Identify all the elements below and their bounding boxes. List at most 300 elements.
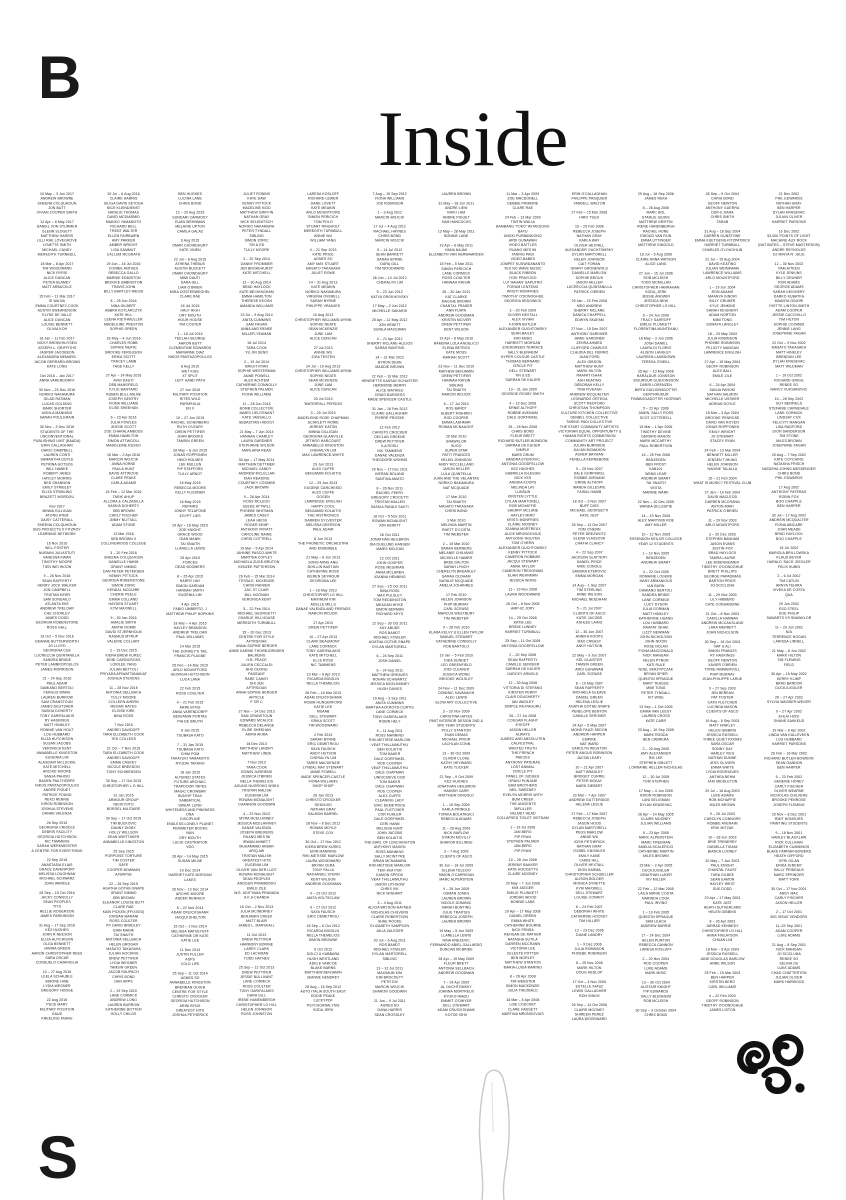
entry-artist: TARAB — [716, 220, 729, 224]
entry-date: 1 – 19 Nov 2005 — [642, 551, 670, 556]
entry-artist: JULIET ROWE — [311, 271, 336, 276]
exhibition-entry — [292, 588, 354, 616]
entry-artist: JUNE LAM — [314, 332, 333, 336]
entry-artist: TOM BAKER — [379, 752, 401, 757]
entry-artist: ANNE KARINE THORBJORNSEN — [229, 649, 285, 653]
entry-artist: JODI CLEAVER — [443, 668, 470, 672]
exhibition-entry — [226, 709, 288, 737]
exhibition-entry — [625, 514, 687, 528]
entry-artist: CLIENTS OF ASCO — [440, 854, 473, 859]
entry-artist: JULIAN BURNSIDE — [573, 443, 606, 448]
entry-artist: EN V — [185, 407, 195, 411]
entry-artist: DAMIANO BERTOLI — [639, 589, 673, 593]
entry-artist: AMY PARKER — [111, 238, 136, 243]
entry-artist: JAIME POWELL — [243, 374, 270, 378]
exhibition-entry — [159, 481, 221, 495]
entry-artist: DAN PETER PETERSEN — [103, 569, 145, 574]
exhibition-entry — [425, 593, 487, 621]
entry-artist: DARKO KUBATKA — [773, 294, 805, 299]
entry-artist: GAUD — [51, 1012, 63, 1016]
entry-artist: MATTHEW LANDRY — [239, 747, 274, 751]
entry-artist: FIONA WILLIAMS — [108, 402, 139, 406]
entry-artist: OFRI GILAN — [778, 859, 800, 863]
entry-artist: MELINDA MARTIN — [440, 523, 472, 528]
entry-artist: PETER ANGUS ROBINSON — [566, 751, 613, 756]
entry-artist: ANNA HORNE — [111, 462, 136, 467]
entry-artist: CARLY FISCHER — [774, 784, 804, 789]
entry-artist: NORIKO NAKAMURA — [238, 225, 275, 229]
entry-date: 10 – 27 Jun 2015 — [175, 416, 205, 420]
entry-artist: DISCIPLINE — [180, 817, 201, 822]
entry-artist: SIMON ZORIC — [111, 583, 136, 588]
entry-artist: TIM WOODWARD — [42, 267, 72, 271]
entry-artist: ABBRA KOTLARCZYK — [105, 308, 143, 313]
entry-artist: ANDY MCCLELLAND — [438, 463, 474, 467]
entry-artist: JOSEPHINE FAGAN — [772, 332, 806, 336]
entry-artist: NUN — [186, 831, 194, 836]
exhibition-entry — [558, 653, 620, 676]
entry-artist: CATHERINE BOURNE — [504, 923, 542, 928]
entry-artist: DOLCI & KABBARA — [306, 952, 340, 957]
entry-artist: HARRIET KATE MORGAN — [168, 873, 212, 878]
entry-artist: MEGAN HAYES — [110, 705, 137, 709]
entry-date: 9 – 27 Apr 2002 — [776, 710, 802, 714]
entry-date: 24 Feb – 13 Mar 2004 — [704, 448, 741, 453]
entry-artist: OMAR CHOWDHURY — [172, 243, 208, 248]
entry-date: 11 Mar – 3 Apr 2009 — [506, 192, 540, 196]
entry-artist: LANE CORMICK — [309, 644, 337, 649]
entry-artist: NICK KLEINDIENST — [106, 206, 141, 210]
entry-artist: YANDELL WALTON — [573, 201, 606, 206]
entry-artist: PHIP MURRAY — [443, 602, 469, 607]
entry-artist: ALEXANDER OUCHTOMSKY — [498, 327, 548, 332]
entry-artist: WANDA GILLESPIE — [639, 504, 673, 509]
entry-artist: SALMON BARREL — [307, 812, 339, 817]
entry-artist: JAN BERG — [513, 844, 532, 849]
exhibition-entry — [558, 225, 620, 295]
entry-artist: EUGENIA LIM — [245, 793, 269, 798]
entry-artist: FUTURE ARCHAIC — [174, 780, 206, 785]
entry-date: 25 Sep 2015 — [113, 849, 134, 854]
entry-artist: ARDI GUNAWAN — [508, 239, 537, 243]
entry-artist: RY HASKINGS — [710, 654, 735, 658]
entry-artist: ANTHONY FRYATT — [240, 528, 273, 532]
entry-artist: TOM O'HERN — [511, 541, 535, 546]
entry-artist: GEOFF NEWTON — [707, 201, 738, 206]
exhibition-entry — [226, 607, 288, 626]
entry-artist: JUSTIN FULLER — [176, 953, 204, 957]
entry-artist: ROBIN HUNGERFORD — [304, 700, 343, 705]
entry-artist: KYLIE BANYARD — [109, 388, 138, 392]
entry-artist: TIEN WEI WOON — [42, 565, 72, 569]
entry-artist: TIM COSTER — [178, 323, 202, 327]
entry-artist: ANDREW GOODMAN — [438, 313, 475, 318]
entry-date: 8 Jan 2015 — [181, 729, 200, 733]
entry-artist: BRIAN MCNAMARA — [373, 859, 407, 864]
entry-artist: DALE GORFINKEL — [374, 757, 406, 761]
entry-artist: DELL STEWART — [509, 369, 537, 373]
entry-date: 17 Oct – 4 Nov 2006 — [572, 980, 607, 984]
entry-artist: EAMON SPROD — [376, 873, 404, 878]
entry-artist: BENJAMIN PORTAS — [173, 715, 207, 719]
entry-date: 13 – 30 Oct 2009 — [442, 752, 471, 756]
entry-artist: SANDRA BRIDIE — [641, 593, 670, 598]
entry-artist: PATRICK O'BRIEN — [573, 290, 605, 294]
entry-artist: NATASHA JOHNS-MESSENGER — [762, 467, 816, 471]
entry-artist: PAINTING STUDENTS — [770, 822, 808, 826]
entry-artist: RY HASKINGS — [44, 718, 70, 723]
entry-artist: SCARLETT ROWE — [307, 420, 339, 425]
entry-artist: MICHAEL CANDY — [241, 467, 272, 472]
exhibition-entry — [691, 971, 753, 990]
entry-artist: PATRICK O'BRIEN — [707, 509, 738, 514]
entry-artist: JO STEWART — [710, 434, 734, 439]
entry-date: 9 – 26 Jun 2009 — [443, 887, 470, 892]
entry-artist: NEOKYOTO — [113, 803, 134, 807]
entry-artist: ANNA FINLAYSON — [706, 933, 738, 938]
entry-artist: DOUG HESLOP — [576, 970, 603, 975]
entry-artist: NICK BARLOW — [443, 831, 469, 835]
entry-artist: JUSTIN FOX — [711, 547, 733, 551]
entry-artist: MICHAELA ZUGE-BRUTON — [233, 560, 280, 565]
entry-artist: MATT HINKLEY — [642, 612, 669, 616]
entry-artist: ANDREW SMART — [641, 561, 671, 565]
entry-artist: ANGKI PURBANDONO — [503, 234, 542, 238]
exhibition-entry — [359, 374, 421, 402]
exhibition-entry — [558, 793, 620, 807]
entry-artist: HARRIETT MORGAN — [505, 341, 541, 345]
entry-artist: GEORGINA LEE — [309, 579, 337, 583]
exhibition-column-5 — [292, 192, 354, 1027]
entry-artist: ARIQ AW — [248, 849, 265, 854]
exhibition-entry — [691, 360, 753, 379]
entry-artist: DYLAN KRASEVAC — [639, 803, 673, 807]
entry-artist: CHRISTOPHER LG HILL — [635, 304, 677, 308]
entry-artist: AFTRS/OAK — [246, 686, 267, 691]
entry-date: 18 Oct – 3 Nov 2007 — [572, 499, 607, 504]
entry-artist: REKO RENNIE — [44, 798, 70, 802]
entry-artist: CHERALYN LIM — [376, 281, 403, 285]
entry-artist: NANCY VUKSANOVIC — [770, 388, 808, 392]
entry-artist: WILL HAWKE — [45, 467, 69, 471]
entry-artist: JOSH DANIEL — [377, 659, 402, 663]
entry-artist: HUGH DAVIES — [377, 687, 403, 691]
entry-artist: DALE GORFINKEL — [374, 817, 406, 822]
entry-artist: NATHAN DUNNE — [708, 756, 737, 761]
entry-artist: SEAN BARRETT — [375, 253, 404, 257]
entry-artist: HEIDI HOLMES — [177, 458, 204, 462]
entry-date: 8 – 26 Nov 2011 — [376, 486, 403, 491]
entry-artist: VDO — [186, 845, 194, 850]
entry-artist: SEAN MCKENZIE — [308, 327, 338, 332]
entry-artist: KENNY PITTOCK — [242, 201, 272, 206]
exhibition-entry — [758, 672, 820, 691]
entry-artist: BROOKE BABINGTON — [104, 280, 143, 285]
entry-artist: JANINA GREEN — [43, 947, 71, 951]
entry-artist: LYDIA WEGNER — [109, 961, 138, 965]
entry-date: 27 Nov – 15 Dec 2007 — [571, 327, 608, 332]
entry-artist: SARAH BUNTING — [374, 346, 405, 351]
entry-artist: GERTHRUDUR — [643, 392, 669, 397]
entry-artist: RUANG MES 56 — [243, 835, 271, 840]
entry-artist: KRISTI MONFRIES — [506, 518, 539, 522]
entry-artist: NATHAN GRAY — [243, 215, 270, 220]
entry-artist: CRAIG BURGESS — [374, 393, 405, 397]
exhibition-entry — [359, 318, 421, 332]
entry-date: 27 Jan – 14 Feb 2004 — [704, 491, 741, 495]
entry-artist: MARC BOL — [646, 211, 666, 215]
entry-artist: ARLO MOUNTFORD — [705, 523, 740, 528]
entry-artist: SIBLING — [249, 234, 264, 238]
entry-artist: MATTHEW GINGOLD — [638, 243, 674, 248]
entry-artist: SARAH KEIGHERY — [772, 290, 805, 294]
entry-artist: MIKE CONOLE — [576, 565, 602, 569]
exhibition-entry — [292, 985, 354, 1013]
exhibition-entry — [226, 905, 288, 928]
entry-artist: LANE CORMICK — [242, 980, 271, 984]
entry-artist: JACK BROWN — [244, 486, 269, 490]
entry-artist: MSAAB — [316, 710, 330, 714]
entry-date: 20 Mar – 7 Apr 2007 — [572, 793, 606, 798]
entry-artist: TIM FLEMING — [777, 658, 801, 663]
entry-artist: KAY ABUDE — [379, 626, 400, 631]
entry-artist: ROBBIE AVENAIM — [574, 476, 605, 481]
entry-artist: KATE CARR — [645, 719, 667, 723]
entry-artist: NINA ROSS — [379, 589, 400, 593]
entry-artist: DEBRIS FACILITY — [41, 830, 73, 835]
entry-artist: ANTHONY PATERAS — [771, 490, 807, 495]
entry-artist: HANNAH SMITH — [176, 589, 204, 593]
entry-artist: KEZ HUGHES — [511, 467, 535, 471]
entry-artist: GEORGIA HUTCHISON — [37, 835, 77, 839]
entry-artist: COLD LIFE — [180, 962, 200, 966]
exhibition-entry — [292, 905, 354, 919]
entry-artist: BENNETT MILLER — [707, 453, 738, 458]
entry-artist: HARALD 'SACK' ZIEGLER — [767, 560, 811, 565]
entry-date: 2 Feb 2013 — [313, 733, 333, 737]
entry-artist: DUCKJUGGLER — [775, 686, 803, 691]
exhibition-entry — [292, 462, 354, 476]
entry-artist: ROB MCLEISH — [643, 999, 669, 1003]
entry-date: 26 Jan 2013 — [313, 793, 334, 798]
entry-artist: LANI SELIGMAN — [642, 798, 670, 803]
entry-artist: UNCONVENTIONAL — [40, 434, 74, 439]
exhibition-entry — [226, 360, 288, 397]
entry-artist: MATTHEW PHILIP HOPKINS — [166, 612, 214, 616]
entry-artist: JESS OLIVIERI — [709, 761, 736, 765]
entry-artist: GEORGIA ROBENSTONE — [35, 621, 79, 625]
entry-artist: JOSH DANIEL — [644, 341, 668, 346]
entry-artist: RARE CANDY — [244, 677, 269, 681]
entry-artist: BAMBANG 'TOKO' WITAKSONO — [496, 225, 550, 229]
entry-date: 14 – 25 Feb 2006 — [641, 453, 671, 458]
entry-date: 8 – 25 Jun 2016 — [110, 299, 137, 304]
exhibition-entry — [226, 742, 288, 756]
entry-artist: HANNAH CHARLEY — [240, 434, 274, 439]
entry-artist: MARK MISIC — [645, 971, 667, 975]
entry-artist: LANE CORMICK — [109, 994, 138, 998]
entry-artist: ELLEN FAIRBAIRN — [107, 234, 140, 238]
exhibition-entry — [758, 374, 820, 393]
entry-artist: MONICA SYRETTE — [573, 882, 606, 886]
entry-artist: SHERRY MCLANE — [573, 309, 605, 313]
entry-artist: DEBORAH WHITE — [574, 910, 605, 914]
entry-artist: REBECCA ADAMS — [440, 817, 472, 821]
entry-artist: TAI SNAITH — [646, 481, 666, 486]
exhibition-entry — [292, 346, 354, 360]
entry-artist: RICHARD BUTLER-BOWDON — [764, 756, 814, 761]
entry-artist: AMELIA JOHANNES — [439, 584, 474, 588]
exhibition-entry — [758, 602, 820, 621]
entry-artist: KATE JUST — [712, 901, 733, 905]
entry-artist: DREW PETTIFER — [241, 970, 272, 975]
entry-artist: HELEN JOHNSON — [440, 458, 472, 462]
entry-artist: NICOLE BREEDON — [107, 765, 140, 770]
entry-artist: KIERAN BOLAND — [375, 472, 405, 477]
entry-artist: MADELEINE RUSSO — [106, 444, 141, 448]
entry-artist: OLGA BENNETT — [43, 942, 71, 947]
entry-date: 9 – 30 Jan 2016 — [110, 616, 137, 621]
entry-artist: ANDREW GOODMAN — [438, 971, 475, 975]
entry-artist: TAMSIN GREEN — [176, 439, 204, 444]
entry-artist: CHRIS HILL — [579, 858, 600, 863]
entry-artist: MEREDITH TURNBULL — [303, 229, 343, 234]
entry-artist: W.E. ADITYAMA PRANADA — [234, 891, 280, 895]
entry-artist: BILL NOONAN — [244, 593, 269, 597]
entry-artist: ADELE VARCOE — [309, 961, 338, 966]
entry-artist: NICK SELENITSCH — [240, 220, 273, 224]
exhibition-column-2 — [93, 192, 155, 1027]
entry-artist: MARK HILTON — [776, 654, 802, 658]
entry-artist: KATIE JACOBS — [576, 616, 603, 621]
entry-artist: JAMES CASEY — [244, 514, 270, 518]
entry-artist: JAMES PARKINSON — [40, 914, 75, 919]
exhibition-entry — [691, 719, 753, 784]
entry-date: 7 Nov 2015 — [114, 723, 133, 728]
entry-artist: EMMA COLLARD — [109, 597, 138, 602]
exhibition-entry — [292, 840, 354, 886]
entry-artist: RICHARD GRIGG — [774, 378, 804, 383]
exhibition-entry — [93, 882, 155, 984]
exhibition-entry — [492, 616, 554, 635]
entry-date: 13 – 30 Oct 2004 — [641, 980, 670, 985]
entry-artist: SHEENA COLQUHOUN — [104, 555, 144, 560]
entry-artist: TOM POLO — [313, 220, 333, 224]
entry-date: 28 Apr – 15 May 2009 — [438, 957, 475, 961]
entry-artist: TONY GARIFALAKIS — [305, 649, 341, 653]
entry-artist: KATE MEAKIN — [311, 285, 336, 290]
entry-artist: PHILIPPE PASQUIER — [571, 197, 608, 201]
entry-artist: MARCIN WOJCIK — [375, 215, 405, 220]
entry-artist: DAVID MACLEOD — [707, 495, 738, 500]
entry-artist: LAUREEN LANSDOWN — [636, 355, 676, 360]
entry-artist: DARREN MCCRANN — [505, 942, 541, 947]
entry-artist: SYLVIA WAGNER-WEGER — [766, 700, 811, 705]
entry-artist: TAREE MACKENZIE — [306, 761, 341, 765]
entry-artist: CARLY FISCHER — [109, 513, 138, 518]
entry-artist: JULIA ROBINSON — [574, 947, 605, 952]
entry-artist: CHAD CHATTERTON — [771, 971, 807, 975]
entry-artist: JOSHUA STEVENS — [40, 807, 74, 811]
entry-date: 3 – 20 Nov 2009 — [442, 710, 470, 714]
exhibition-entry — [558, 1003, 620, 1022]
entry-artist: MASATO TAKASAKA — [438, 504, 474, 509]
entry-date: 21 Jun – 9 Jul 2011 — [373, 999, 406, 1003]
entry-artist: JOHN GOSPER — [376, 561, 403, 565]
entry-artist: ROD COOPER — [443, 416, 469, 420]
entry-date: 13 – 31 Jan 2009 — [508, 388, 537, 392]
entry-artist: JACKSON SLATTERY — [571, 555, 608, 560]
entry-artist: HELMET HEAD — [510, 811, 536, 816]
entry-artist: MASATO TAKASAKA — [106, 947, 141, 951]
entry-artist: KIRSTEN LYTTLE — [507, 495, 538, 499]
entry-artist: MIMI TONG — [712, 318, 733, 322]
entry-artist: SIBLING — [449, 383, 464, 388]
entry-artist: KATE DAW — [247, 197, 266, 201]
exhibition-entry — [625, 369, 687, 402]
entry-artist: KATE VINEN — [179, 248, 201, 252]
exhibition-entry — [226, 430, 288, 453]
entry-artist: NIC TAMMENS — [44, 839, 70, 844]
entry-date: 1 – 19 Feb 2005 — [642, 910, 670, 915]
entry-artist: LUCA LANA — [180, 677, 201, 682]
entry-artist: H.B. PEACE — [246, 658, 267, 663]
entry-artist: ARLO MOUNTFORD — [306, 211, 341, 215]
entry-artist: JULIA ROBINSON — [707, 337, 738, 341]
entry-artist: MILLER-YEAMAN — [241, 332, 272, 336]
exhibition-entry — [758, 775, 820, 808]
entry-artist: HARALDUR JONSSON — [636, 374, 675, 378]
entry-artist: PETER TYNDALL — [242, 229, 272, 234]
entry-artist: DANAE VALENZA AND FRIENDS — [295, 607, 351, 611]
entry-artist: MARTINA COPLEY — [240, 556, 273, 560]
entry-date: 10 May – 3 Jun 2017 — [39, 192, 75, 196]
entry-artist: ELISE SHEEHAN — [242, 728, 271, 732]
entry-artist: PAULA HUNT — [112, 467, 135, 471]
entry-artist: PATRICK POUND — [42, 793, 72, 797]
entry-artist: JOSEPH BREIKERS — [239, 831, 274, 835]
entry-artist: ARINI BYNG — [179, 1004, 201, 1008]
entry-artist: CATHERINE CONNOLLY — [236, 383, 278, 388]
entry-artist: ALEXANDER OUCHTOMSKY — [565, 248, 614, 252]
exhibition-entry — [558, 905, 620, 924]
entry-date: 21 May – 8 Jun 2013 — [306, 556, 341, 560]
entry-date: 19 Mar – 6 Apr 2002 — [772, 728, 806, 733]
entry-artist: CATHERINE HOCKEY — [570, 914, 608, 919]
entry-artist: JAMES REKA — [644, 197, 668, 201]
entry-artist: JESSICA MCELHINNEY — [369, 682, 410, 687]
entry-artist: GEORGINA GLANVILLE — [303, 434, 344, 439]
entry-artist: DALE CHAPMAN — [375, 785, 404, 789]
entry-artist: GEORGIA HUTCHISON — [170, 673, 210, 677]
entry-artist: LAUREN BROWN — [441, 192, 471, 196]
entry-artist: CHRISTOPHER WILLIAMS-WYNN — [294, 318, 352, 322]
entry-artist: FINNBOGADOTTIR HJORVAR — [630, 397, 681, 402]
entry-artist: JASON EVANS — [709, 542, 735, 546]
exhibition-entry — [159, 855, 221, 864]
entry-artist: SONNY DAY — [711, 747, 733, 751]
entry-artist: BAYU — [518, 229, 528, 234]
entry-artist: LAURA GARDNER — [241, 439, 273, 444]
entry-artist: SLOW ART COLLECTIVE — [435, 700, 478, 705]
entry-artist: CARLA ADAMS — [110, 481, 137, 485]
entry-artist: LANE CORMICK — [376, 710, 404, 715]
exhibition-entry — [93, 551, 155, 611]
entry-artist: CHRIS RAINIER — [243, 584, 271, 588]
entry-artist: PIP RYAN — [514, 849, 532, 853]
entry-artist: CONNIE ANTHES — [108, 266, 139, 271]
entry-artist: JAMES MCLEAN — [375, 547, 404, 551]
